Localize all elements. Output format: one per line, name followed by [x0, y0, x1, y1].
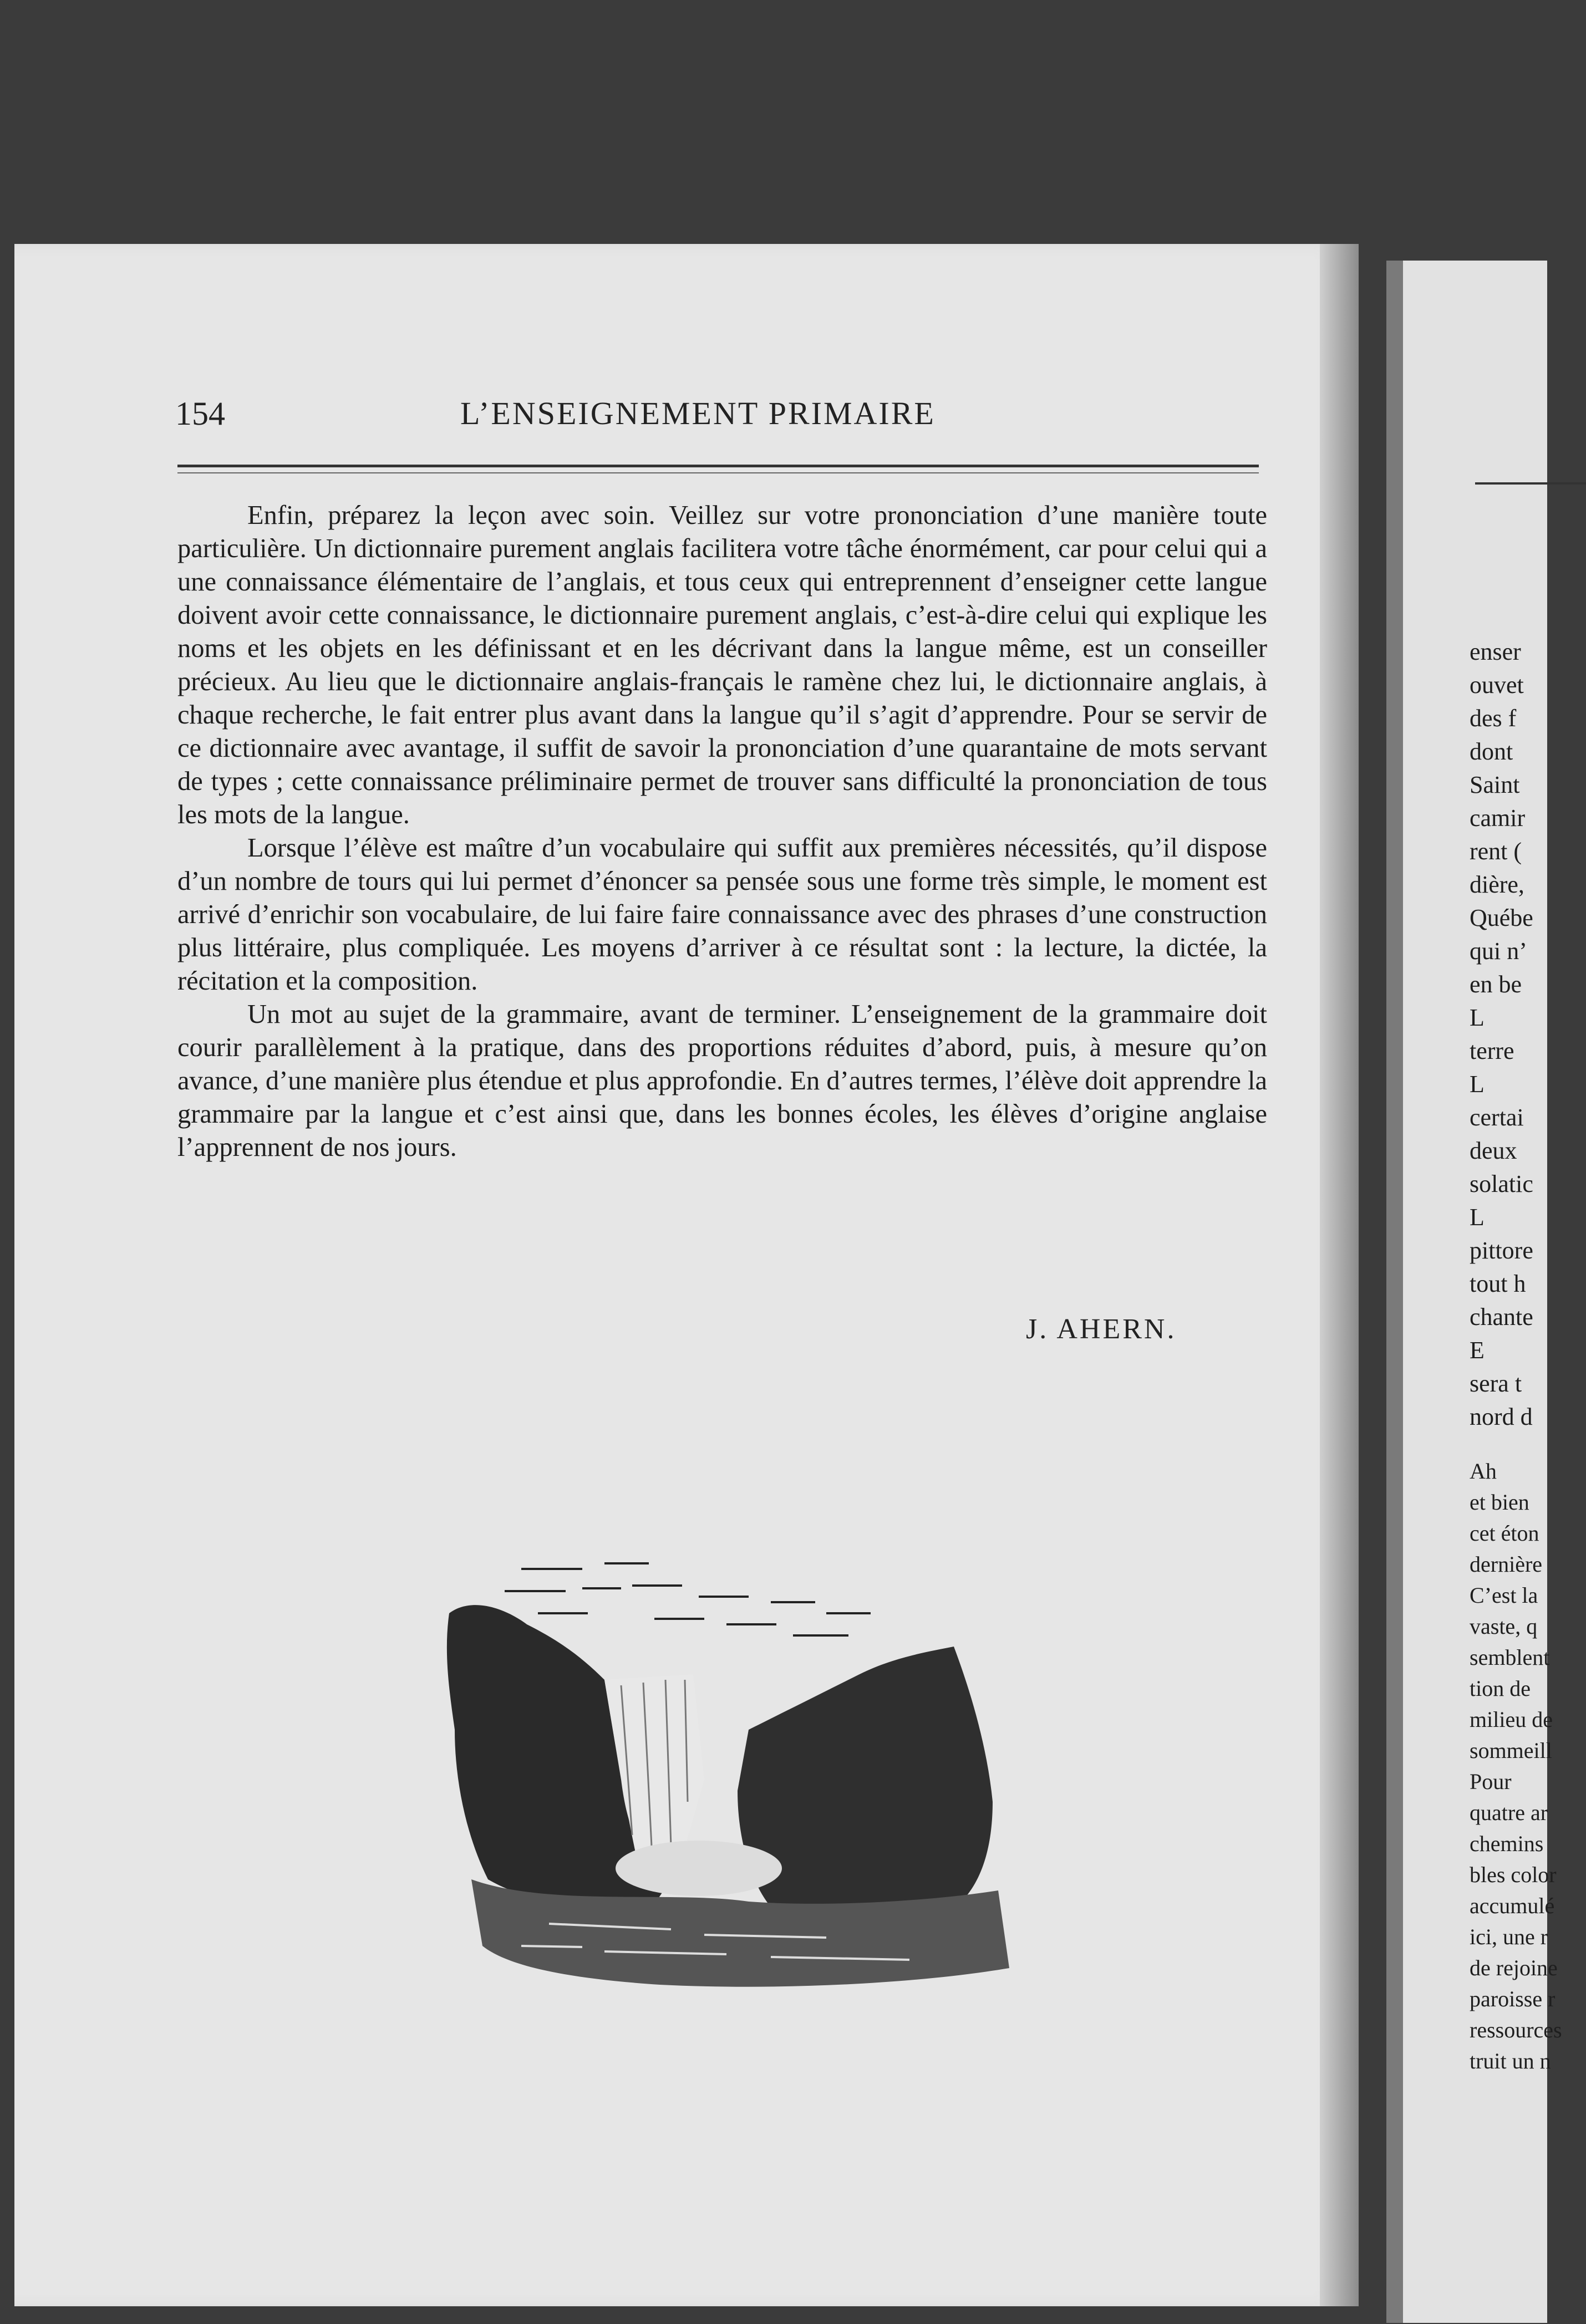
facing-page: [1386, 261, 1562, 2323]
facing-page-line: qui n’: [1470, 937, 1527, 965]
facing-page-line: en be: [1470, 971, 1522, 998]
facing-page-note-line: cet éton: [1470, 1521, 1539, 1546]
facing-page-line: solatic: [1470, 1170, 1533, 1197]
facing-page-line: enser: [1470, 638, 1521, 665]
facing-page-note-line: tion de: [1470, 1676, 1531, 1701]
facing-page-line: L: [1470, 1004, 1485, 1031]
facing-page-note-line: paroisse r: [1470, 1986, 1556, 2011]
facing-page-note-line: de rejoine: [1470, 1955, 1558, 1980]
author-signature: J. AHERN.: [1026, 1313, 1177, 1345]
article-body: [177, 499, 1267, 1164]
paragraph: Enfin, préparez la leçon avec soin. Veillez sur votre prononciation d’une manière toute particulière. Un dictionnaire purement anglais facilitera votre tâche énormément, car pour celui qui a une connaissance élémentaire de l’anglais, et tous ceux qui entreprennent d’enseigner cette langue doivent avoir cette connaissance, le dictionnaire purement anglais, c’est-à-dire celui qui explique les noms et les objets en les définissant et en les décrivant dans la langue même, est un conseiller précieux. Au lieu que le dictionnaire anglais-français le ramène chez lui, le dictionnaire anglais, à chaque recherche, le fait entrer plus avant dans la langue qu’il s’agit d’apprendre. Pour se servir de ce dictionnaire avec avantage, il suffit de savoir la prononciation d’une quarantaine de mots servant de types ; cette connaissance préliminaire permet de trouver sans difficulté la prononciation de tous les mots de la langue.: [177, 501, 1267, 829]
facing-page-note-line: C’est la: [1470, 1583, 1538, 1608]
facing-page-note-line: ici, une r: [1470, 1924, 1548, 1949]
facing-page-line: L: [1470, 1071, 1485, 1098]
facing-page-note-line: dernière: [1470, 1552, 1543, 1577]
facing-page-line: dont: [1470, 738, 1513, 765]
page-number: 154: [175, 395, 225, 432]
facing-page-line: terre: [1470, 1037, 1514, 1064]
facing-page-line: ouvet: [1470, 671, 1524, 699]
facing-page-line: tout h: [1470, 1270, 1526, 1297]
facing-page-note-line: chemins: [1470, 1831, 1544, 1856]
facing-page-note-line: Pour: [1470, 1769, 1512, 1794]
waterfall-illustration: [438, 1547, 1026, 2001]
facing-page-note-line: vaste, q: [1470, 1614, 1538, 1639]
header-rule-thin: [177, 472, 1259, 473]
paragraph: Lorsque l’élève est maître d’un vocabulaire qui suffit aux premières nécessités, qu’il dispose d’un nombre de tours qui lui permet d’énoncer sa pensée sous une forme très simple, le moment est arrivé d’enrichir son vocabulaire, de lui faire faire connaissance avec des phrases d’une construction plus littéraire, plus compliquée. Les moyens d’arriver à ce résultat sont : la lecture, la dictée, la récitation et la composition.: [177, 833, 1267, 996]
facing-page-line: deux: [1470, 1137, 1517, 1164]
facing-page-line: sera t: [1470, 1370, 1522, 1397]
facing-page-line: camir: [1470, 804, 1526, 832]
facing-page-line: certai: [1470, 1104, 1524, 1131]
facing-page-note-line: Ah: [1470, 1459, 1497, 1484]
facing-page-line: chante: [1470, 1303, 1533, 1331]
running-title: L’ENSEIGNEMENT PRIMAIRE: [460, 395, 936, 431]
page-gutter-shadow: [1320, 244, 1359, 2306]
facing-page-note-line: bles color: [1470, 1862, 1557, 1887]
facing-page-line: E: [1470, 1337, 1485, 1364]
facing-page-note-line: ressources: [1470, 2017, 1562, 2042]
facing-page-rule: [1475, 482, 1586, 485]
facing-page-note-line: milieu de: [1470, 1707, 1553, 1732]
facing-page-note-line: semblent: [1470, 1645, 1550, 1670]
facing-page-line: rent (: [1470, 838, 1522, 865]
facing-page-line: Saint: [1470, 771, 1520, 798]
facing-page-note-line: truit un n: [1470, 2048, 1551, 2073]
facing-page-note-line: sommeill: [1470, 1738, 1552, 1763]
facing-page-line: L: [1470, 1204, 1485, 1231]
facing-page-note-line: et bien: [1470, 1490, 1529, 1515]
facing-page-line: nord d: [1470, 1403, 1533, 1430]
facing-page-line: pittore: [1470, 1237, 1533, 1264]
paragraph: Un mot au sujet de la grammaire, avant de terminer. L’enseignement de la grammaire doit courir parallèlement à la pratique, dans des proportions réduites d’abord, puis, à mesure qu’on avance, d’une manière plus étendue et plus approfondie. En d’autres termes, l’élève doit apprendre la grammaire par la langue et c’est ainsi que, dans les bonnes écoles, les élèves d’origine anglaise l’apprennent de nos jours.: [177, 1000, 1267, 1162]
facing-page-line: Québe: [1470, 904, 1533, 931]
facing-page-note-line: quatre ar: [1470, 1800, 1548, 1825]
facing-page-line: des f: [1470, 705, 1517, 732]
facing-page-note-line: accumulé: [1470, 1893, 1555, 1918]
facing-page-line: dière,: [1470, 871, 1524, 898]
header-rule: [177, 465, 1259, 467]
